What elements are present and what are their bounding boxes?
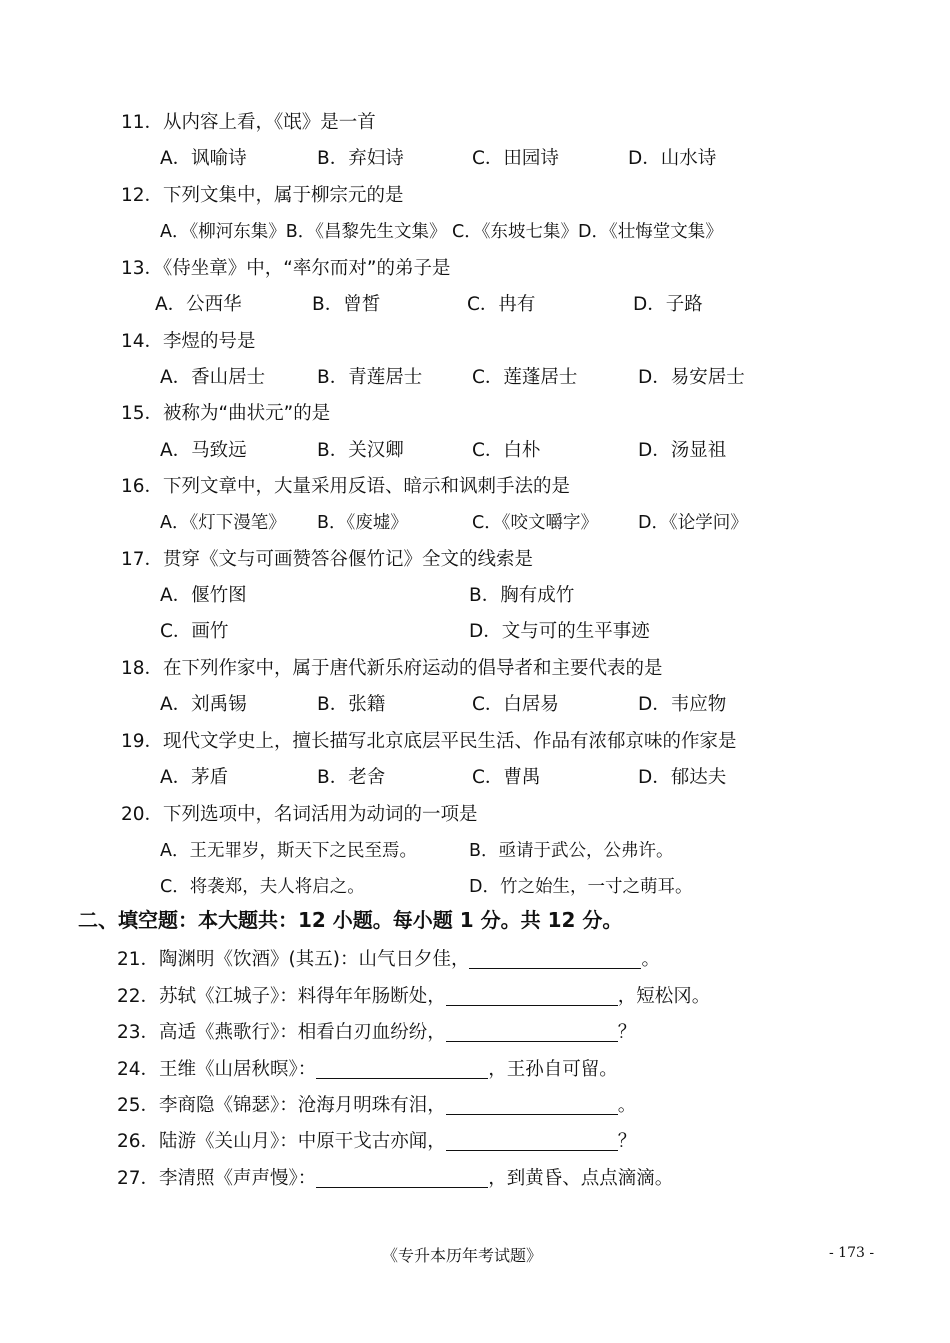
q18-option-a: A．刘禹锡	[160, 694, 247, 715]
q19-option-c: C．曹禺	[472, 767, 541, 788]
fill-question-27	[117, 1167, 673, 1191]
fill-25-before: 25．李商隐《锦瑟》：沧海月明珠有泪，	[117, 1095, 446, 1116]
fill-question-26	[117, 1130, 636, 1154]
page-number: - 173 -	[829, 1245, 875, 1261]
fill-21-after: 。	[641, 949, 660, 970]
q20-option-b: B．亟请于武公，公弗许。	[469, 841, 674, 861]
q16-option-b: B．《废墟》	[317, 513, 408, 533]
q20-option-a: A．王无罪岁，斯天下之民至焉。	[160, 841, 417, 861]
q11-option-d: D．山水诗	[628, 148, 717, 169]
q18-option-d: D．韦应物	[638, 694, 727, 715]
footer-title: 《专升本历年考试题》	[382, 1246, 543, 1265]
fill-question-24	[117, 1058, 618, 1082]
answer-blank-25[interactable]	[446, 1094, 618, 1115]
q11-option-a: A．讽喻诗	[160, 148, 247, 169]
q12-options: A．《柳河东集》B．《昌黎先生文集》 C．《东坡七集》D．《壮悔堂文集》	[160, 222, 723, 242]
fill-question-22	[117, 985, 710, 1009]
fill-22-before: 22．苏轼《江城子》：料得年年肠断处，	[117, 986, 446, 1007]
q13-option-a: A．公西华	[155, 294, 242, 315]
q16-option-a: A．《灯下漫笔》	[160, 513, 286, 533]
question-13-stem: 13．《侍坐章》中，“率尔而对”的弟子是	[121, 258, 451, 279]
q16-option-d: D．《论学问》	[638, 513, 748, 533]
q11-option-b: B．弃妇诗	[317, 148, 404, 169]
question-20-stem: 20．下列选项中，名词活用为动词的一项是	[121, 804, 478, 825]
fill-23-after: ？	[617, 1022, 637, 1043]
q14-option-b: B．青莲居士	[317, 367, 423, 388]
q15-option-d: D．汤显祖	[638, 440, 727, 461]
answer-blank-21[interactable]	[469, 948, 641, 969]
answer-blank-22[interactable]	[446, 985, 618, 1006]
fill-24-after: ，王孙自可留。	[488, 1059, 618, 1080]
q14-option-a: A．香山居士	[160, 367, 266, 388]
q19-option-a: A．茅盾	[160, 767, 229, 788]
fill-21-before: 21．陶渊明《饮酒》(其五)：山气日夕佳，	[117, 949, 470, 970]
question-14-stem: 14．李煜的号是	[121, 331, 256, 352]
fill-question-23	[117, 1021, 636, 1045]
q15-option-b: B．关汉卿	[317, 440, 404, 461]
q19-option-d: D．郁达夫	[638, 767, 727, 788]
fill-24-before: 24．王维《山居秋暝》：	[117, 1059, 317, 1080]
q17-option-c: C．画竹	[160, 621, 229, 642]
q18-option-b: B．张籍	[317, 694, 386, 715]
fill-25-after: 。	[617, 1095, 637, 1116]
q19-option-b: B．老舍	[317, 767, 386, 788]
q11-option-c: C．田园诗	[472, 148, 559, 169]
fill-26-before: 26．陆游《关山月》：中原干戈古亦闻，	[117, 1131, 446, 1152]
fill-question-21	[117, 948, 660, 972]
q16-option-c: C．《咬文嚼字》	[472, 513, 598, 533]
q20-option-c: C．将袭郑，夫人将启之。	[160, 877, 365, 897]
question-16-stem: 16．下列文章中，大量采用反语、暗示和讽刺手法的是	[121, 476, 571, 497]
q14-option-d: D．易安居士	[638, 367, 745, 388]
fill-27-before: 27．李清照《声声慢》：	[117, 1168, 317, 1189]
q17-option-d: D．文与可的生平事迹	[469, 621, 650, 642]
question-19-stem: 19．现代文学史上，擅长描写北京底层平民生活、作品有浓郁京味的作家是	[121, 731, 737, 752]
q13-option-c: C．冉有	[467, 294, 536, 315]
q20-option-d: D．竹之始生，一寸之萌耳。	[469, 877, 693, 897]
q17-option-a: A．偃竹图	[160, 585, 247, 606]
question-12-stem: 12．下列文集中，属于柳宗元的是	[121, 185, 404, 206]
fill-22-after: ，短松冈。	[617, 986, 711, 1007]
answer-blank-27[interactable]	[316, 1167, 488, 1188]
fill-26-after: ？	[617, 1131, 637, 1152]
q13-option-b: B．曾皙	[312, 294, 381, 315]
question-17-stem: 17．贯穿《文与可画赞答谷偃竹记》全文的线索是	[121, 549, 534, 570]
question-18-stem: 18．在下列作家中，属于唐代新乐府运动的倡导者和主要代表的是	[121, 658, 663, 679]
fill-question-25	[117, 1094, 636, 1118]
answer-blank-24[interactable]	[316, 1058, 488, 1079]
q13-option-d: D．子路	[633, 294, 703, 315]
q15-option-a: A．马致远	[160, 440, 247, 461]
answer-blank-26[interactable]	[446, 1130, 618, 1151]
fill-23-before: 23．高适《燕歌行》：相看白刃血纷纷，	[117, 1022, 446, 1043]
q18-option-c: C．白居易	[472, 694, 559, 715]
fill-27-after: ，到黄昏、点点滴滴。	[488, 1168, 674, 1189]
section-2-heading: 二、填空题：本大题共：12 小题。每小题 1 分。共 12 分。	[78, 908, 623, 932]
q17-option-b: B．胸有成竹	[469, 585, 575, 606]
question-11-stem: 11．从内容上看，《氓》是一首	[121, 112, 376, 133]
q14-option-c: C．莲蓬居士	[472, 367, 578, 388]
answer-blank-23[interactable]	[446, 1021, 618, 1042]
question-15-stem: 15．被称为“曲状元”的是	[121, 403, 331, 424]
q15-option-c: C．白朴	[472, 440, 541, 461]
